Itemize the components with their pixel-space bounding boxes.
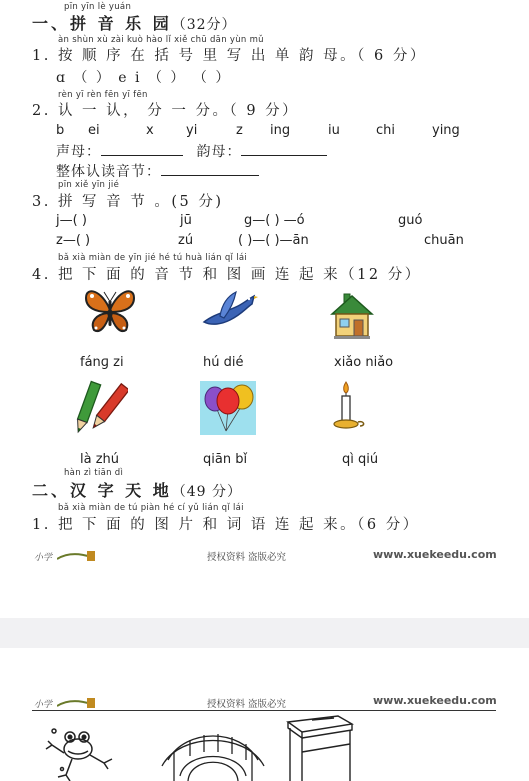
q1-pinyin: àn shùn xù zài kuò hào lǐ xiě chū dān yùn mǔ [58, 35, 264, 45]
q2-item-6: ing [270, 123, 291, 138]
candle-picture [330, 378, 370, 434]
q2-item-4: yi [186, 123, 198, 138]
q2-whole-row [56, 161, 259, 181]
q3-row2-b: zú [178, 233, 194, 248]
q1-answer-line: ɑ （ ） e i （ ） （ ） [56, 70, 232, 86]
q2-item-8: chi [376, 123, 395, 138]
section2-title-text: 二、汉 字 天 地 [32, 481, 172, 500]
logo-graphic-icon [57, 549, 97, 563]
q4-label-hudie: hú dié [203, 355, 244, 370]
bird-picture [200, 290, 258, 332]
section1-title [32, 11, 237, 34]
q3-row2-a: z—( ) [56, 233, 91, 248]
section1-title-text: 一、拼 音 乐 园 [32, 14, 172, 33]
q4-pinyin: bǎ xià miàn de yīn jié hé tú huà lián qǐ lái [58, 253, 248, 263]
q2-finals-label: 韵母： [196, 144, 242, 160]
q2-initials-blank[interactable] [101, 143, 183, 156]
q2-item-9: ying [432, 123, 460, 138]
q3-row2-c: ( )—( )—ān [238, 233, 309, 248]
q2-item-1: b [56, 123, 65, 138]
q3-row1-a: j—( ) [56, 213, 87, 228]
q2-item-3: x [146, 123, 154, 138]
q3-text: 3. 拼 写 音 节 。(5 分) [32, 194, 224, 210]
footer-logo-text: 小学 [34, 553, 53, 563]
q2-pinyin: rèn yī rèn fēn yī fēn [58, 90, 148, 100]
frog-picture [44, 723, 116, 781]
header-logo-text: 小学 [34, 700, 53, 710]
q3-pinyin: pīn xiě yīn jié [58, 180, 120, 190]
worksheet-page-2 [0, 648, 529, 781]
footer-url[interactable]: www.xuekeedu.com [373, 548, 497, 561]
q2-item-2: ei [88, 123, 100, 138]
desk-picture [282, 712, 354, 781]
balloons-picture [200, 381, 256, 435]
q3-row1-b: jū [180, 213, 192, 228]
section2-pinyin: hàn zì tiān dì [64, 468, 124, 478]
q4-label-xiaoniao: xiǎo niǎo [334, 355, 394, 370]
q2-finals-blank[interactable] [241, 143, 327, 156]
pencils-picture [74, 380, 128, 436]
q4-text: 4. 把 下 面 的 音 节 和 图 画 连 起 来（12 分） [32, 267, 422, 283]
header-logo [34, 692, 97, 711]
q2-initials-label: 声母： [56, 144, 101, 160]
header-copyright: 授权资料 盗版必究 [207, 699, 287, 710]
q5-text: 1. 把 下 面 的 图 片 和 词 语 连 起 来。（6 分） [32, 517, 420, 533]
house-picture [330, 290, 374, 340]
q4-label-lazhu: là zhú [80, 452, 120, 467]
butterfly-picture [82, 286, 138, 336]
q5-pinyin: bǎ xià miàn de tú piàn hé cí yǔ lián qǐ lái [58, 503, 244, 513]
section2-title [32, 478, 242, 501]
q4-label-qianbi: qiān bǐ [203, 452, 248, 467]
q4-label-qiqiu: qì qiú [342, 452, 379, 467]
q1-text: 1. 按 顺 序 在 括 号 里 写 出 单 韵 母。（ 6 分） [32, 48, 427, 64]
q2-item-7: iu [328, 123, 340, 138]
q3-row1-c: g—( ) —ó [244, 213, 305, 228]
q4-label-fangzi: fánɡ zi [80, 355, 124, 370]
footer-copyright: 授权资料 盗版必究 [207, 552, 287, 563]
q2-whole-label: 整体认读音节： [56, 164, 161, 180]
q3-row1-d: guó [398, 213, 423, 228]
page-separator [0, 618, 529, 648]
q2-item-5: z [236, 123, 243, 138]
section1-score: （32分） [171, 17, 237, 33]
header-url[interactable]: www.xuekeedu.com [373, 694, 497, 707]
header-rule [32, 710, 496, 711]
logo-graphic-icon [57, 696, 97, 710]
section1-pinyin: pīn yīn lè yuán [64, 2, 132, 12]
q2-whole-blank[interactable] [161, 163, 259, 176]
section2-score: （49 分） [171, 484, 242, 500]
q2-text: 2. 认 一 认， 分 一 分。（ 9 分） [32, 103, 300, 119]
bridge-picture [160, 726, 266, 781]
footer-logo [34, 545, 97, 564]
q2-initials-row [56, 141, 327, 161]
q3-row2-d: chuān [424, 233, 464, 248]
